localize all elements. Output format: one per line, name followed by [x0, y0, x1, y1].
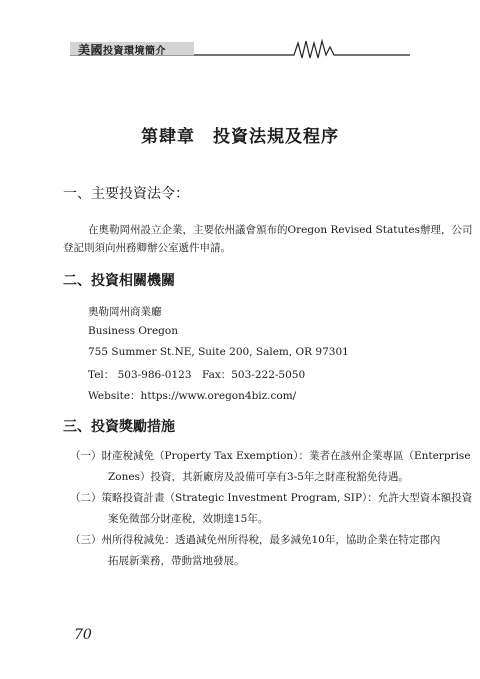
section-heading-3: 三、投資獎勵措施: [63, 419, 175, 435]
incentive-item-3-line-2: 拓展新業務，帶動當地發展。: [108, 555, 245, 567]
running-header: [70, 38, 410, 60]
chapter-title: 第肆章 投資法規及程序: [141, 127, 339, 147]
incentive-item-1-line-1: （一）財產稅減免（Property Tax Exemption）：業者在該州企業專區（Enterprise: [70, 450, 471, 462]
header-country: 美國: [78, 43, 104, 57]
incentive-item-1-line-2: Zones）投資，其新廠房及設備可享有3-5年之財產稅豁免待遇。: [108, 471, 409, 483]
agency-website: Website：https://www.oregon4biz.com/: [88, 390, 297, 402]
header-title: [78, 41, 166, 58]
incentive-item-3-line-1: （三）州所得稅減免：透過減免州所得稅，最多減免10年，協助企業在特定郡內: [70, 534, 441, 546]
agency-address: 755 Summer St.NE, Suite 200, Salem, OR 97301: [88, 346, 349, 358]
incentive-item-2-line-1: （二）策略投資計畫（Strategic Investment Program, SIP）：允許大型資本額投資: [70, 492, 473, 504]
agency-name-en: Business Oregon: [88, 325, 178, 337]
section1-paragraph-line-1: 在奧勒岡州設立企業，主要依州議會頒布的Oregon Revised Statutes辦理，公司: [88, 224, 473, 236]
section-heading-1: 一、主要投資法令：: [63, 186, 189, 202]
agency-phone-fax: Tel： 503-986-0123 Fax：503-222-5050: [88, 369, 306, 381]
section-heading-2: 二、投資相關機關: [63, 273, 175, 289]
section1-paragraph-line-2: 登記則須向州務卿辦公室遞件申請。: [63, 242, 231, 254]
page-number: 70: [74, 627, 92, 643]
incentive-item-2-line-2: 案免徵部分財產稅，效期達15年。: [108, 513, 269, 525]
header-title-rest: 投資環境簡介: [103, 46, 167, 57]
agency-name-zh: 奧勒岡州商業廳: [88, 306, 162, 318]
heartbeat-line-icon: [194, 38, 410, 60]
